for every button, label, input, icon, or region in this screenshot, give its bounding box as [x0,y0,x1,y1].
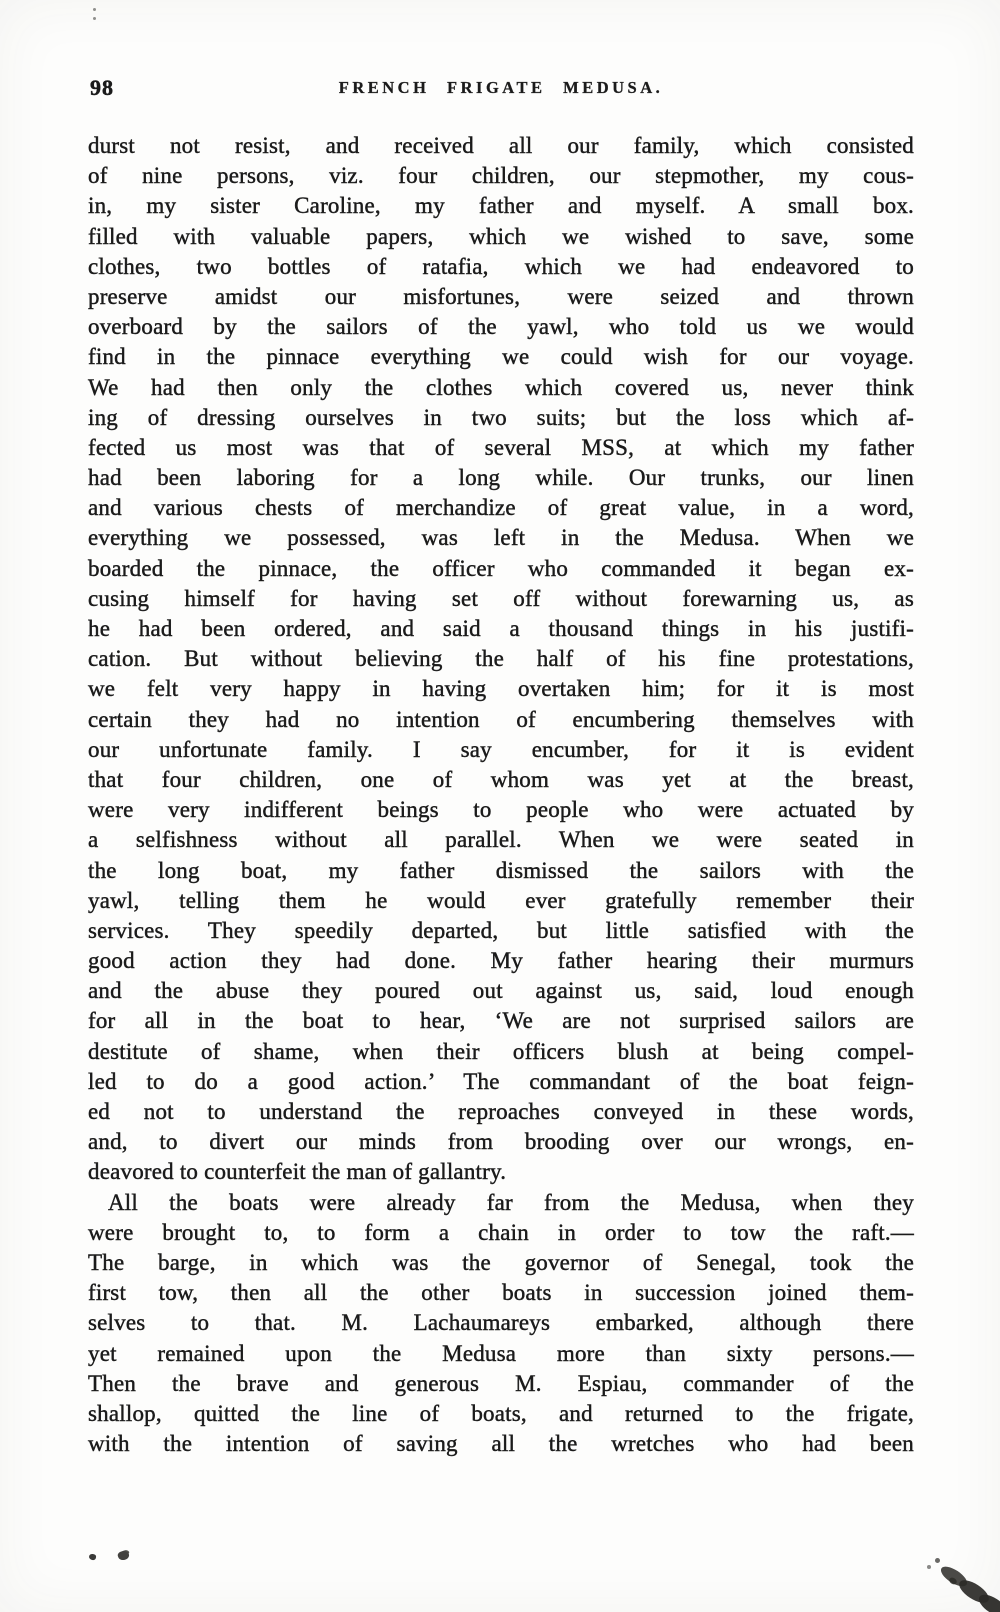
text-line: All the boats were already far from the Medusa, when they [108,1189,914,1215]
text-line: had been laboring for a long while. Our trunks, our linen [88,465,914,491]
page-number: 98 [90,75,114,100]
text-line: clothes, two bottles of ratafia, which we had endeavored to [88,253,914,279]
text-line: deavored to counterfeit the man of gallantry. [88,1159,507,1185]
text-line: of nine persons, viz. four children, our stepmother, my cous- [88,163,914,189]
text-line: in, my sister Caroline, my father and myself. A small box. [88,193,914,219]
text-line: certain they had no intention of encumbering themselves with [88,706,914,732]
text-line: shallop, quitted the line of boats, and returned to the frigate, [88,1400,914,1426]
text-line: yet remained upon the Medusa more than sixty persons.— [88,1340,914,1366]
text-line: find in the pinnace everything we could wish for our voyage. [88,344,914,370]
text-line: our unfortunate family. I say encumber, for it is evident [88,736,914,762]
text-line: good action they had done. My father hearing their murmurs [88,948,914,974]
text-line: everything we possessed, was left in the Medusa. When we [88,525,914,551]
text-line: boarded the pinnace, the officer who commanded it began ex- [88,555,914,581]
text-line: ing of dressing ourselves in two suits; but the loss which af- [88,404,914,430]
text-line: cusing himself for having set off without forewarning us, as [88,585,914,611]
text-line: were brought to, to form a chain in order to tow the raft.— [88,1219,914,1245]
text-line: overboard by the sailors of the yawl, who told us we would [88,314,914,340]
text-line: preserve amidst our misfortunes, were seized and thrown [88,283,914,309]
text-line: were very indifferent beings to people who were actuated by [88,797,914,823]
text-line: destitute of shame, when their officers blush at being compel- [88,1038,914,1064]
text-line: with the intention of saving all the wretches who had been [88,1431,914,1457]
ink-speck [117,1549,130,1561]
text-line: first tow, then all the other boats in succession joined them- [88,1280,914,1306]
text-line: fected us most was that of several MSS, at which my father [88,434,914,460]
text-line: services. They speedily departed, but little satisfied with the [88,917,914,943]
text-line: durst not resist, and received all our family, which consisted [88,133,914,158]
text-line: ed not to understand the reproaches conveyed in these words, [88,1099,914,1124]
text-line: and, to divert our minds from brooding over our wrongs, en- [88,1129,914,1155]
text-line: yawl, telling them he would ever gratefully remember their [88,887,914,913]
text-line: We had then only the clothes which covered us, never think [88,374,914,400]
text-line: he had been ordered, and said a thousand things in his justifi- [88,616,914,641]
text-line: The barge, in which was the governor of Senegal, took the [88,1249,914,1275]
text-line: a selfishness without all parallel. When we were seated in [88,827,914,853]
ink-speck [93,8,97,22]
text-line: led to do a good action.’ The commandant of the boat feign- [88,1068,914,1094]
text-line: and the abuse they poured out against us, said, loud enough [88,978,914,1004]
text-line: selves to that. M. Lachaumareys embarked, although there [88,1310,914,1336]
running-title: FRENCH FRIGATE MEDUSA. [338,78,664,97]
text-line: Then the brave and generous M. Espiau, commander of the [88,1370,914,1396]
page-body [88,131,914,1459]
page-header [88,74,914,104]
text-line: the long boat, my father dismissed the sailors with the [88,857,914,883]
text-line: we felt very happy in having overtaken him; for it is most [88,676,914,702]
text-line: that four children, one of whom was yet at the breast, [88,766,914,792]
text-line: cation. But without believing the half of his fine protestations, [88,646,914,672]
ink-smudge [915,1548,1000,1612]
text-line: and various chests of merchandize of great value, in a word, [88,495,914,521]
text-line: filled with valuable papers, which we wished to save, some [88,223,914,249]
ink-speck [88,1553,96,1560]
text-line: for all in the boat to hear, ‘We are not surprised sailors are [88,1008,914,1034]
